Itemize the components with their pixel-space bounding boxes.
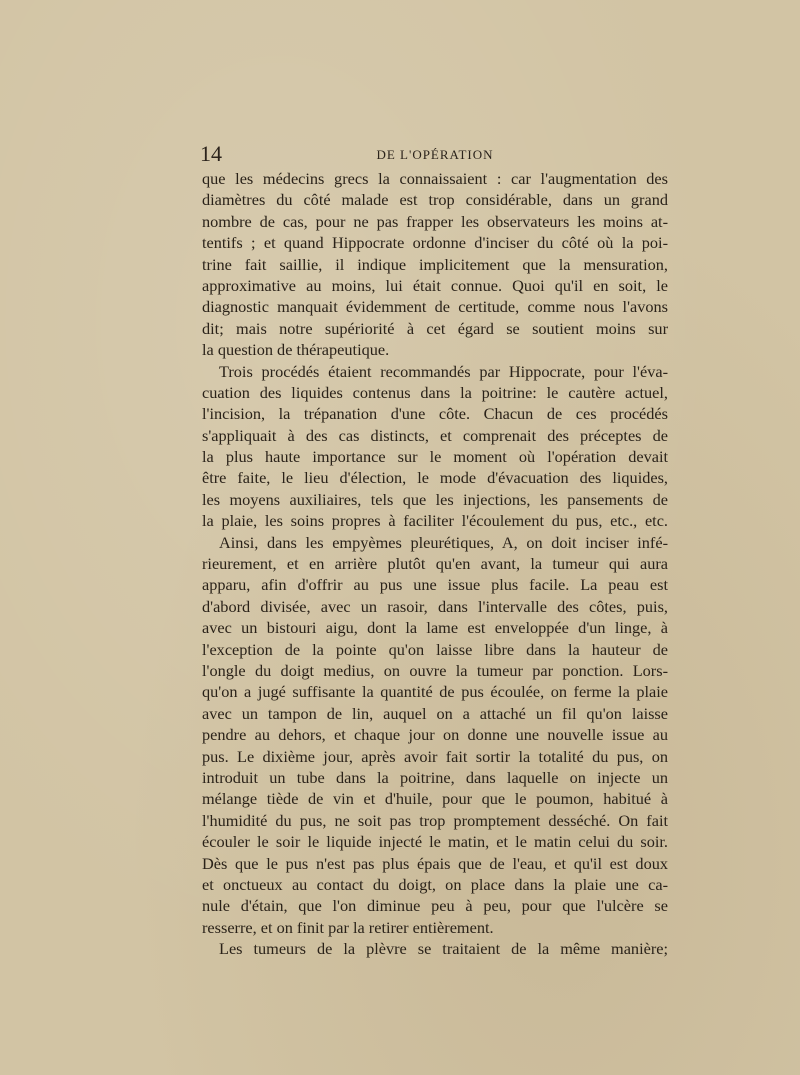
body-text (202, 168, 668, 959)
text-line: s'appliquait à des cas distincts, et comprenait des préceptes de (202, 425, 668, 445)
text-line: trine fait saillie, il indique implicitement que la mensuration, (202, 254, 668, 274)
text-line: l'ongle du doigt medius, on ouvre la tumeur par ponction. Lors- (202, 660, 668, 680)
text-line: introduit un tube dans la poitrine, dans laquelle on injecte un (202, 767, 668, 787)
text-line: Ainsi, dans les empyèmes pleurétiques, A, on doit inciser infé- (219, 532, 668, 552)
text-line: Les tumeurs de la plèvre se traitaient de la même manière; (219, 939, 668, 959)
text-line: diagnostic manquait évidemment de certitude, comme nous l'avons (202, 297, 668, 317)
text-line: rieurement, et en arrière plutôt qu'en avant, la tumeur qui aura (202, 554, 668, 574)
text-line: écouler le soir le liquide injecté le matin, et le matin celui du soir. (202, 832, 668, 852)
text-line: l'incision, la trépanation d'une côte. Chacun de ces procédés (202, 404, 668, 424)
text-line: et onctueux au contact du doigt, on place dans la plaie une ca- (202, 874, 668, 894)
text-line: mélange tiède de vin et d'huile, pour que le poumon, habitué à (202, 789, 668, 809)
text-line: nule d'étain, que l'on diminue peu à peu, pour que l'ulcère se (202, 896, 668, 916)
text-line: qu'on a jugé suffisante la quantité de pus écoulée, on ferme la plaie (202, 682, 668, 702)
page-header (200, 141, 670, 167)
text-line: d'abord divisée, avec un rasoir, dans l'intervalle des côtes, puis, (202, 596, 668, 616)
text-line: la question de thérapeutique. (202, 340, 390, 360)
text-line: être faite, le lieu d'élection, le mode d'évacuation des liquides, (202, 468, 668, 488)
text-line: les moyens auxiliaires, tels que les injections, les pansements de (202, 489, 668, 509)
text-line: que les médecins grecs la connaissaient : car l'augmentation des (202, 169, 668, 188)
text-line: avec un bistouri aigu, dont la lame est enveloppée d'un linge, à (202, 618, 668, 638)
text-line: la plaie, les soins propres à faciliter l'écoulement du pus, etc., etc. (202, 511, 668, 531)
text-line: resserre, et on finit par la retirer entièrement. (202, 917, 494, 937)
text-line: diamètres du côté malade est trop considérable, dans un grand (202, 190, 668, 210)
text-line: pus. Le dixième jour, après avoir fait sortir la totalité du pus, on (202, 746, 668, 766)
text-line: Trois procédés étaient recommandés par Hippocrate, pour l'éva- (219, 361, 668, 381)
text-line: Dès que le pus n'est pas plus épais que de l'eau, et qu'il est doux (202, 853, 668, 873)
text-line: apparu, afin d'offrir au pus une issue plus facile. La peau est (202, 575, 668, 595)
page-number: 14 (200, 141, 222, 166)
text-line: dit; mais notre supériorité à cet égard se soutient moins sur (202, 318, 668, 338)
text-line: tentifs ; et quand Hippocrate ordonne d'inciser du côté où la poi- (202, 233, 668, 253)
running-title: DE L'OPÉRATION (376, 147, 494, 162)
text-line: nombre de cas, pour ne pas frapper les observateurs les moins at- (202, 211, 668, 231)
text-line: l'humidité du pus, ne soit pas trop promptement desséché. On fait (202, 810, 668, 830)
text-line: l'exception de la pointe qu'on laisse libre dans la hauteur de (202, 639, 668, 659)
text-line: la plus haute importance sur le moment où l'opération devait (202, 447, 668, 467)
text-line: avec un tampon de lin, auquel on a attaché un fil qu'on laisse (202, 703, 668, 723)
text-line: cuation des liquides contenus dans la poitrine: le cautère actuel, (202, 382, 668, 402)
text-line: approximative au moins, lui était connue. Quoi qu'il en soit, le (202, 275, 668, 295)
text-line: pendre au dehors, et chaque jour on donne une nouvelle issue au (202, 725, 668, 745)
